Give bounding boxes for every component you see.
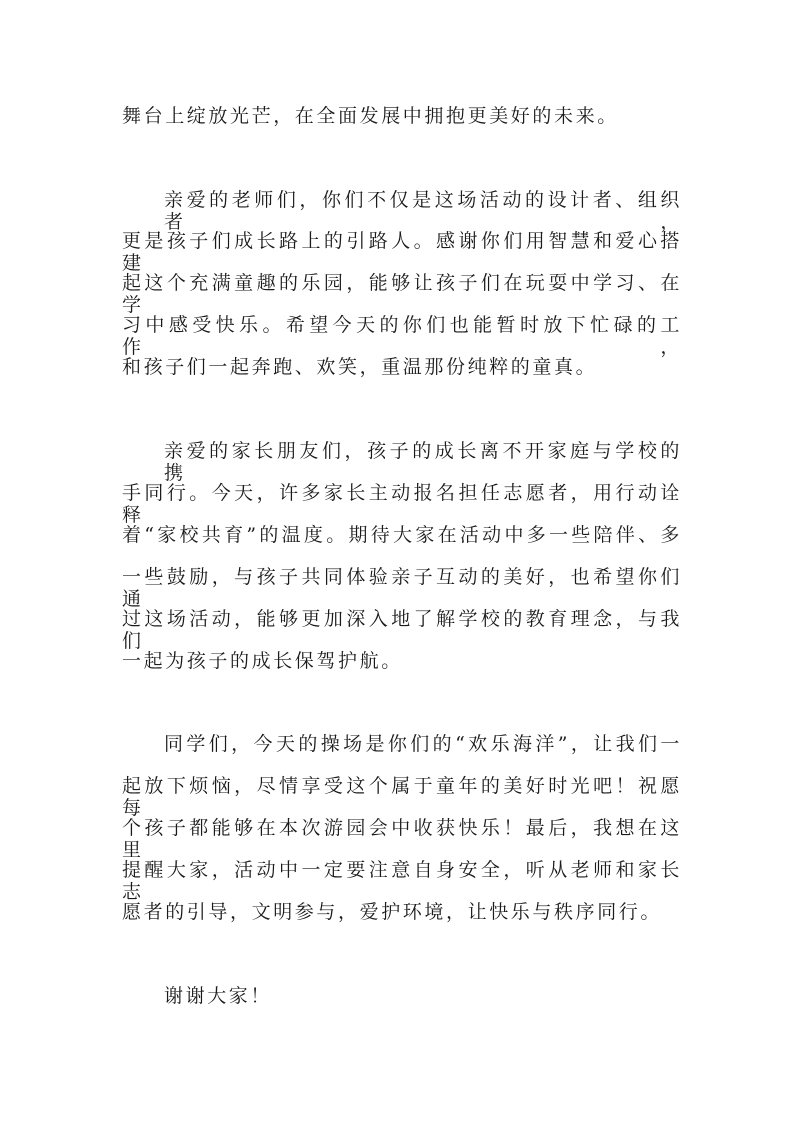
text-line: 着“家校共育”的温度。期待大家在活动中多一些陪伴、多 bbox=[122, 524, 682, 546]
text-line: 起放下烦恼，尽情享受这个属于童年的美好时光吧！祝愿每 bbox=[122, 775, 682, 819]
text-line: 起这个充满童趣的乐园，能够让孩子们在玩耍中学习、在学 bbox=[122, 272, 682, 316]
text-line: 愿者的引导，文明参与，爱护环境，让快乐与秩序同行。 bbox=[122, 901, 663, 923]
closing-line: 谢谢大家！ bbox=[164, 985, 273, 1007]
text-line: 舞台上绽放光芒，在全面发展中拥抱更美好的未来。 bbox=[122, 105, 619, 127]
text-line: 个孩子都能够在本次游园会中收获快乐！最后，我想在这里 bbox=[122, 817, 682, 861]
text-line: 同学们，今天的操场是你们的“欢乐海洋”，让我们一 bbox=[164, 733, 682, 755]
text-line: 亲爱的家长朋友们，孩子的成长离不开家庭与学校的携 bbox=[164, 440, 682, 484]
text-line: 和孩子们一起奔跑、欢笑，重温那份纯粹的童真。 bbox=[122, 356, 598, 378]
text-line: 手同行。今天，许多家长主动报名担任志愿者，用行动诠释 bbox=[122, 482, 682, 526]
text-line: 更是孩子们成长路上的引路人。感谢你们用智慧和爱心搭建 bbox=[122, 230, 682, 274]
text-line: 提醒大家，活动中一定要注意自身安全，听从老师和家长志 bbox=[122, 859, 682, 903]
text-line: 习中感受快乐。希望今天的你们也能暂时放下忙碌的工作， bbox=[122, 314, 682, 358]
text-line: 过这场活动，能够更加深入地了解学校的教育理念，与我们 bbox=[122, 608, 682, 652]
text-line: 一起为孩子的成长保驾护航。 bbox=[122, 650, 403, 672]
text-line: 亲爱的老师们，你们不仅是这场活动的设计者、组织者， bbox=[164, 189, 682, 233]
text-line: 一些鼓励，与孩子共同体验亲子互动的美好，也希望你们通 bbox=[122, 566, 682, 610]
